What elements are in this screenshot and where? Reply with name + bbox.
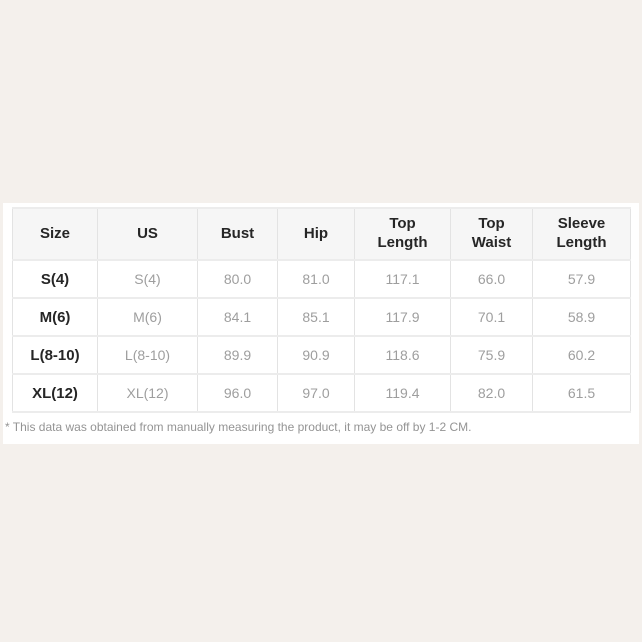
size-chart-table: [12, 207, 631, 413]
table-row-l: [13, 336, 631, 374]
top-waist-cell: 66.0: [451, 260, 533, 298]
hip-cell: 85.1: [278, 298, 355, 336]
us-cell: M(6): [98, 298, 198, 336]
us-cell: XL(12): [98, 374, 198, 412]
column-header-top-waist: Top Waist: [451, 208, 533, 260]
top-waist-cell: 70.1: [451, 298, 533, 336]
sleeve-length-cell: 57.9: [533, 260, 631, 298]
sleeve-length-cell: 61.5: [533, 374, 631, 412]
top-length-cell: 119.4: [355, 374, 451, 412]
size-cell: M(6): [13, 298, 98, 336]
us-cell: L(8-10): [98, 336, 198, 374]
us-cell: S(4): [98, 260, 198, 298]
top-length-cell: 117.1: [355, 260, 451, 298]
top-waist-cell: 82.0: [451, 374, 533, 412]
hip-cell: 90.9: [278, 336, 355, 374]
bust-cell: 89.9: [198, 336, 278, 374]
bust-cell: 84.1: [198, 298, 278, 336]
hip-cell: 97.0: [278, 374, 355, 412]
table-row-m: [13, 298, 631, 336]
size-cell: L(8-10): [13, 336, 98, 374]
measurement-disclaimer: * This data was obtained from manually measuring the product, it may be off by 1-2 CM.: [5, 420, 472, 434]
top-waist-cell: 75.9: [451, 336, 533, 374]
column-header-bust: Bust: [198, 208, 278, 260]
column-header-top-length: Top Length: [355, 208, 451, 260]
top-length-cell: 118.6: [355, 336, 451, 374]
column-header-sleeve-length: Sleeve Length: [533, 208, 631, 260]
column-header-us: US: [98, 208, 198, 260]
sleeve-length-cell: 58.9: [533, 298, 631, 336]
bust-cell: 96.0: [198, 374, 278, 412]
size-chart-panel: [3, 203, 639, 444]
size-cell: XL(12): [13, 374, 98, 412]
header-row: [13, 208, 631, 260]
table-row-s: [13, 260, 631, 298]
sleeve-length-cell: 60.2: [533, 336, 631, 374]
hip-cell: 81.0: [278, 260, 355, 298]
top-length-cell: 117.9: [355, 298, 451, 336]
size-cell: S(4): [13, 260, 98, 298]
table-row-xl: [13, 374, 631, 412]
bust-cell: 80.0: [198, 260, 278, 298]
column-header-hip: Hip: [278, 208, 355, 260]
column-header-size: Size: [13, 208, 98, 260]
